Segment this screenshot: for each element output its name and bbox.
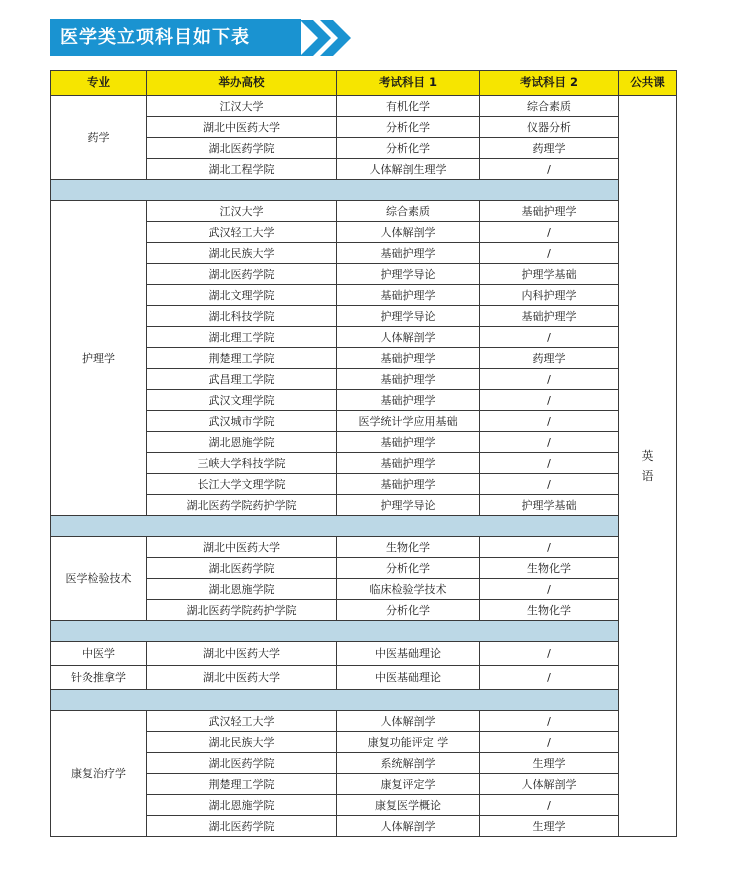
header-major: 专业: [51, 71, 147, 96]
university-cell: 湖北工程学院: [147, 159, 337, 180]
university-cell: 湖北中医药大学: [147, 642, 337, 666]
separator-cell: [51, 621, 619, 642]
university-cell: 武汉轻工大学: [147, 222, 337, 243]
subject-1-cell: 基础护理学: [337, 348, 480, 369]
subject-2-cell: /: [480, 432, 619, 453]
university-cell: 荆楚理工学院: [147, 774, 337, 795]
subject-1-cell: 人体解剖学: [337, 816, 480, 837]
subject-2-cell: 药理学: [480, 138, 619, 159]
subject-1-cell: 医学统计学应用基础: [337, 411, 480, 432]
table-row: [51, 537, 677, 558]
subject-2-cell: /: [480, 411, 619, 432]
subject-2-cell: 基础护理学: [480, 201, 619, 222]
group-separator-row: [51, 180, 677, 201]
university-cell: 湖北中医药大学: [147, 666, 337, 690]
subject-1-cell: 康复医学概论: [337, 795, 480, 816]
header-university: 举办高校: [147, 71, 337, 96]
subject-2-cell: 内科护理学: [480, 285, 619, 306]
group-separator-row: [51, 690, 677, 711]
subject-2-cell: 人体解剖学: [480, 774, 619, 795]
university-cell: 湖北恩施学院: [147, 795, 337, 816]
major-cell: 药学: [51, 96, 147, 180]
major-cell: 医学检验技术: [51, 537, 147, 621]
subject-1-cell: 有机化学: [337, 96, 480, 117]
subject-1-cell: 人体解剖学: [337, 711, 480, 732]
subject-2-cell: /: [480, 243, 619, 264]
university-cell: 武汉文理学院: [147, 390, 337, 411]
subject-2-cell: /: [480, 390, 619, 411]
university-cell: 湖北医药学院药护学院: [147, 495, 337, 516]
subject-2-cell: /: [480, 795, 619, 816]
subject-1-cell: 护理学导论: [337, 306, 480, 327]
subject-1-cell: 基础护理学: [337, 369, 480, 390]
subject-1-cell: 基础护理学: [337, 390, 480, 411]
university-cell: 湖北医药学院: [147, 138, 337, 159]
subject-2-cell: /: [480, 537, 619, 558]
major-cell: 中医学: [51, 642, 147, 666]
university-cell: 江汉大学: [147, 201, 337, 222]
subject-2-cell: /: [480, 711, 619, 732]
subject-2-cell: 基础护理学: [480, 306, 619, 327]
subject-1-cell: 分析化学: [337, 558, 480, 579]
separator-cell: [51, 516, 619, 537]
common-course-text: 英语: [641, 449, 654, 483]
university-cell: 武汉城市学院: [147, 411, 337, 432]
subject-2-cell: 仪器分析: [480, 117, 619, 138]
group-separator-row: [51, 516, 677, 537]
subject-1-cell: 系统解剖学: [337, 753, 480, 774]
subject-1-cell: 基础护理学: [337, 243, 480, 264]
university-cell: 湖北理工学院: [147, 327, 337, 348]
university-cell: 荆楚理工学院: [147, 348, 337, 369]
subject-2-cell: /: [480, 327, 619, 348]
subject-2-cell: 生理学: [480, 753, 619, 774]
subject-1-cell: 基础护理学: [337, 453, 480, 474]
university-cell: 湖北医药学院: [147, 753, 337, 774]
header-subject-2: 考试科目 2: [480, 71, 619, 96]
subject-2-cell: 生理学: [480, 816, 619, 837]
subject-1-cell: 人体解剖生理学: [337, 159, 480, 180]
subject-2-cell: /: [480, 474, 619, 495]
subject-1-cell: 人体解剖学: [337, 222, 480, 243]
subject-1-cell: 护理学导论: [337, 264, 480, 285]
university-cell: 湖北中医药大学: [147, 537, 337, 558]
university-cell: 湖北医药学院: [147, 816, 337, 837]
university-cell: 湖北科技学院: [147, 306, 337, 327]
subject-1-cell: 基础护理学: [337, 432, 480, 453]
table-row: [51, 711, 677, 732]
subject-1-cell: 中医基础理论: [337, 666, 480, 690]
subject-2-cell: /: [480, 732, 619, 753]
subject-2-cell: 药理学: [480, 348, 619, 369]
university-cell: 三峡大学科技学院: [147, 453, 337, 474]
subject-1-cell: 分析化学: [337, 600, 480, 621]
subject-2-cell: 生物化学: [480, 558, 619, 579]
university-cell: 湖北恩施学院: [147, 432, 337, 453]
subject-2-cell: /: [480, 666, 619, 690]
separator-cell: [51, 180, 619, 201]
subject-2-cell: /: [480, 453, 619, 474]
university-cell: 湖北文理学院: [147, 285, 337, 306]
subject-1-cell: 分析化学: [337, 117, 480, 138]
major-cell: 针灸推拿学: [51, 666, 147, 690]
university-cell: 湖北民族大学: [147, 732, 337, 753]
major-cell: 护理学: [51, 201, 147, 516]
subject-1-cell: 综合素质: [337, 201, 480, 222]
group-separator-row: [51, 621, 677, 642]
university-cell: 湖北恩施学院: [147, 579, 337, 600]
table-row: [51, 642, 677, 666]
header-subject-1: 考试科目 1: [337, 71, 480, 96]
table-row: [51, 666, 677, 690]
subject-2-cell: /: [480, 159, 619, 180]
subject-2-cell: /: [480, 222, 619, 243]
subject-1-cell: 临床检验学技术: [337, 579, 480, 600]
subject-1-cell: 护理学导论: [337, 495, 480, 516]
university-cell: 江汉大学: [147, 96, 337, 117]
subject-2-cell: 护理学基础: [480, 495, 619, 516]
table-header-row: [51, 71, 677, 96]
major-cell: 康复治疗学: [51, 711, 147, 837]
university-cell: 武昌理工学院: [147, 369, 337, 390]
subject-2-cell: 护理学基础: [480, 264, 619, 285]
common-course-cell: [619, 96, 677, 837]
subject-1-cell: 人体解剖学: [337, 327, 480, 348]
subject-2-cell: /: [480, 642, 619, 666]
subject-1-cell: 康复功能评定 学: [337, 732, 480, 753]
header-common-course: 公共课: [619, 71, 677, 96]
university-cell: 湖北中医药大学: [147, 117, 337, 138]
subject-2-cell: 综合素质: [480, 96, 619, 117]
subject-1-cell: 中医基础理论: [337, 642, 480, 666]
university-cell: 湖北医药学院: [147, 264, 337, 285]
subject-table: [50, 70, 677, 837]
university-cell: 湖北医药学院药护学院: [147, 600, 337, 621]
subject-1-cell: 分析化学: [337, 138, 480, 159]
university-cell: 湖北民族大学: [147, 243, 337, 264]
university-cell: 武汉轻工大学: [147, 711, 337, 732]
subject-1-cell: 基础护理学: [337, 474, 480, 495]
subject-1-cell: 康复评定学: [337, 774, 480, 795]
subject-2-cell: /: [480, 579, 619, 600]
page-title: 医学类立项科目如下表: [50, 19, 301, 56]
subject-2-cell: /: [480, 369, 619, 390]
table-row: [51, 96, 677, 117]
university-cell: 湖北医药学院: [147, 558, 337, 579]
university-cell: 长江大学文理学院: [147, 474, 337, 495]
table-row: [51, 201, 677, 222]
subject-1-cell: 生物化学: [337, 537, 480, 558]
separator-cell: [51, 690, 619, 711]
subject-2-cell: 生物化学: [480, 600, 619, 621]
table-body: [51, 96, 677, 837]
subject-1-cell: 基础护理学: [337, 285, 480, 306]
double-chevron-right-icon: [298, 18, 354, 58]
